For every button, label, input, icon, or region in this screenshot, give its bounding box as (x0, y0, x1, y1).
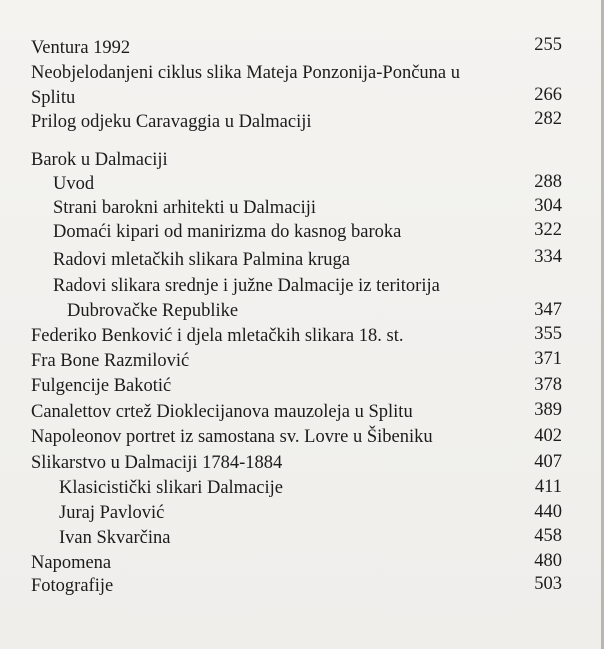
toc-entry-title: Fulgencije Bakotić (31, 376, 172, 396)
toc-entry-title-continued: Splitu (31, 88, 76, 108)
toc-entry-page: 458 (534, 526, 562, 546)
toc-entry-page: 288 (534, 172, 562, 192)
toc-subentry-title: Ivan Skvarčina (59, 528, 171, 548)
toc-entry-title: Neobjelodanjeni ciklus slika Mateja Ponzonija-Pončuna u (31, 63, 460, 83)
toc-section-heading: Barok u Dalmaciji (31, 150, 168, 170)
toc-entry-page: 322 (534, 220, 562, 240)
toc-entry-page: 389 (534, 400, 562, 420)
toc-entry-title: Napomena (31, 553, 112, 573)
toc-subentry-title-continued: Dubrovačke Republike (67, 301, 239, 321)
toc-entry-page: 266 (534, 85, 562, 105)
toc-entry-title: Prilog odjeku Caravaggia u Dalmaciji (31, 112, 312, 132)
toc-subentry-title: Klasicistički slikari Dalmacije (59, 478, 283, 498)
toc-entry-page: 402 (534, 426, 562, 446)
toc-entry-page: 503 (534, 574, 562, 594)
toc-subentry-title: Radovi slikara srednje i južne Dalmacije iz teritorija (53, 276, 440, 296)
toc-entry-page: 334 (534, 247, 562, 267)
toc-entry-page: 347 (534, 300, 562, 320)
toc-entry-title: Slikarstvo u Dalmaciji 1784-1884 (31, 453, 283, 473)
toc-entry-title: Napoleonov portret iz samostana sv. Lovre u Šibeniku (31, 427, 433, 447)
toc-entry-page: 371 (534, 349, 562, 369)
toc-subentry-title: Domaći kipari od manirizma do kasnog baroka (53, 222, 402, 242)
toc-entry-title: Fotografije (31, 576, 114, 596)
toc-entry-page: 411 (534, 477, 562, 497)
toc-entry-page: 255 (534, 35, 562, 55)
toc-subentry-title: Radovi mletačkih slikara Palmina kruga (53, 250, 350, 270)
toc-subentry-title: Juraj Pavlović (59, 503, 165, 523)
toc-entry-page: 355 (534, 324, 562, 344)
toc-entry-title: Federiko Benković i djela mletačkih slikara 18. st. (31, 326, 404, 346)
toc-entry-page: 304 (534, 196, 562, 216)
toc-entry-page: 282 (534, 109, 562, 129)
toc-entry-title: Fra Bone Razmilović (31, 351, 190, 371)
toc-entry-title: Canalettov crtež Dioklecijanova mauzoleja u Splitu (31, 402, 413, 422)
toc-entry-page: 440 (534, 502, 562, 522)
toc-entry-page: 378 (534, 375, 562, 395)
toc-subentry-title: Uvod (53, 174, 95, 194)
toc-subentry-title: Strani barokni arhitekti u Dalmaciji (53, 198, 317, 218)
toc-entry-title: Ventura 1992 (31, 38, 131, 58)
toc-entry-page: 407 (534, 452, 562, 472)
toc-entry-page: 480 (534, 551, 562, 571)
